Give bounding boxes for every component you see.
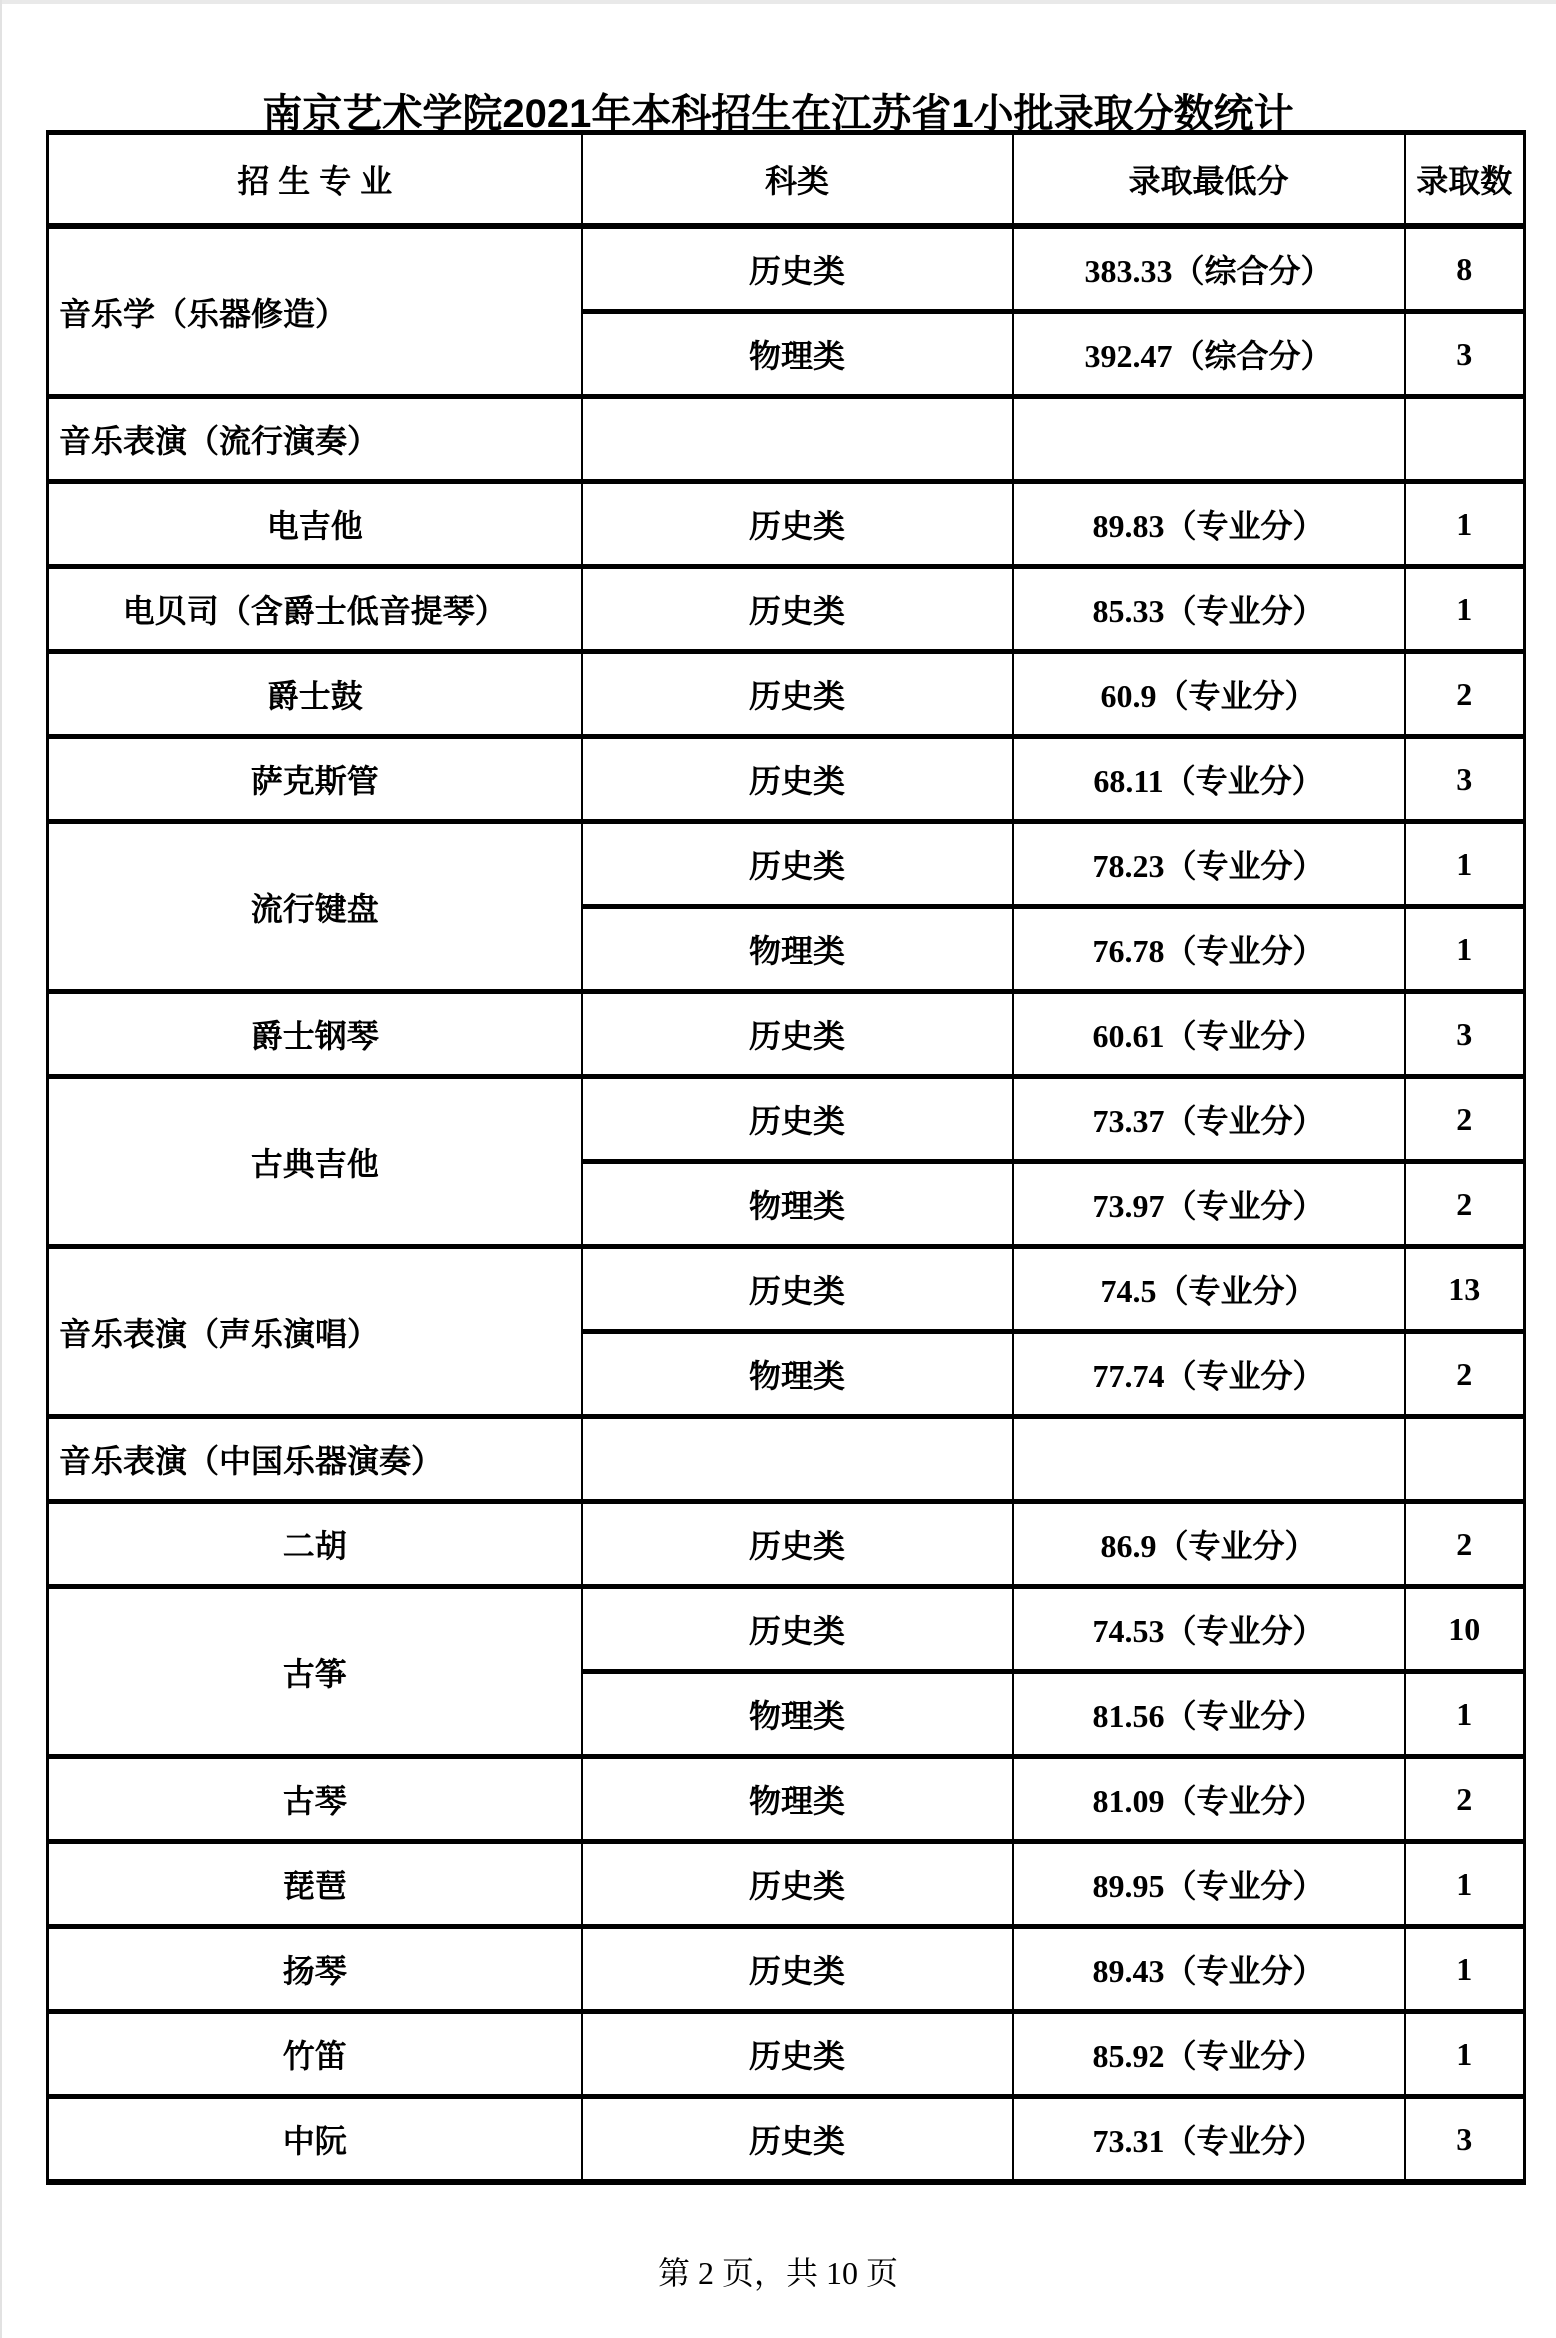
scan-artifact-left-edge xyxy=(0,0,2,2338)
count-cell: 1 xyxy=(1405,1672,1525,1757)
admission-score-table xyxy=(46,130,1526,2185)
score-cell: 81.56（专业分） xyxy=(1013,1672,1405,1757)
count-cell: 2 xyxy=(1405,652,1525,737)
category-cell: 物理类 xyxy=(582,1672,1013,1757)
major-cell: 流行键盘 xyxy=(48,822,582,992)
count-cell: 1 xyxy=(1405,1842,1525,1927)
score-cell: 73.37（专业分） xyxy=(1013,1077,1405,1162)
score-cell: 392.47（综合分） xyxy=(1013,312,1405,397)
category-cell: 历史类 xyxy=(582,1927,1013,2012)
score-cell: 85.33（专业分） xyxy=(1013,567,1405,652)
count-cell: 1 xyxy=(1405,2012,1525,2097)
category-cell: 历史类 xyxy=(582,822,1013,907)
score-cell: 81.09（专业分） xyxy=(1013,1757,1405,1842)
header-major: 招 生 专 业 xyxy=(48,133,582,227)
category-cell: 历史类 xyxy=(582,1077,1013,1162)
table-row xyxy=(48,1757,1525,1842)
table-header-row xyxy=(48,133,1525,227)
table-row xyxy=(48,992,1525,1077)
major-cell: 音乐表演（声乐演唱） xyxy=(48,1247,582,1417)
category-cell: 物理类 xyxy=(582,1332,1013,1417)
table-row xyxy=(48,737,1525,822)
score-cell: 73.31（专业分） xyxy=(1013,2097,1405,2183)
table-row xyxy=(48,567,1525,652)
category-cell: 物理类 xyxy=(582,1757,1013,1842)
score-cell: 74.53（专业分） xyxy=(1013,1587,1405,1672)
category-cell: 历史类 xyxy=(582,1842,1013,1927)
table-row xyxy=(48,1417,1525,1502)
score-cell: 89.43（专业分） xyxy=(1013,1927,1405,2012)
category-cell: 历史类 xyxy=(582,2012,1013,2097)
table-row xyxy=(48,652,1525,737)
page-title: 南京艺术学院2021年本科招生在江苏省1小批录取分数统计 xyxy=(262,91,1294,136)
count-cell: 2 xyxy=(1405,1077,1525,1162)
page-footer: 第 2 页，共 10 页 xyxy=(657,2255,898,2291)
category-cell: 历史类 xyxy=(582,1502,1013,1587)
table-row xyxy=(48,1502,1525,1587)
score-cell: 77.74（专业分） xyxy=(1013,1332,1405,1417)
count-cell: 3 xyxy=(1405,2097,1525,2183)
header-category: 科类 xyxy=(582,133,1013,227)
count-cell: 13 xyxy=(1405,1247,1525,1332)
score-cell: 89.95（专业分） xyxy=(1013,1842,1405,1927)
score-cell: 73.97（专业分） xyxy=(1013,1162,1405,1247)
score-cell: 85.92（专业分） xyxy=(1013,2012,1405,2097)
count-cell: 3 xyxy=(1405,312,1525,397)
category-cell: 历史类 xyxy=(582,652,1013,737)
major-cell: 音乐表演（流行演奏） xyxy=(48,397,582,482)
count-cell: 10 xyxy=(1405,1587,1525,1672)
table-row xyxy=(48,2012,1525,2097)
table-row xyxy=(48,226,1525,312)
count-cell: 3 xyxy=(1405,737,1525,822)
table-row xyxy=(48,1927,1525,2012)
count-cell xyxy=(1405,397,1525,482)
score-cell xyxy=(1013,397,1405,482)
score-cell xyxy=(1013,1417,1405,1502)
category-cell: 物理类 xyxy=(582,1162,1013,1247)
major-cell: 扬琴 xyxy=(48,1927,582,2012)
table-row xyxy=(48,2097,1525,2183)
category-cell: 历史类 xyxy=(582,226,1013,312)
major-cell: 古筝 xyxy=(48,1587,582,1757)
scan-artifact-top-edge xyxy=(0,0,1556,4)
score-cell: 74.5（专业分） xyxy=(1013,1247,1405,1332)
count-cell: 2 xyxy=(1405,1502,1525,1587)
major-cell: 爵士钢琴 xyxy=(48,992,582,1077)
major-cell: 琵琶 xyxy=(48,1842,582,1927)
count-cell: 8 xyxy=(1405,226,1525,312)
category-cell: 历史类 xyxy=(582,992,1013,1077)
major-cell: 萨克斯管 xyxy=(48,737,582,822)
count-cell: 2 xyxy=(1405,1757,1525,1842)
count-cell: 1 xyxy=(1405,822,1525,907)
count-cell: 2 xyxy=(1405,1162,1525,1247)
score-cell: 76.78（专业分） xyxy=(1013,907,1405,992)
count-cell: 1 xyxy=(1405,907,1525,992)
category-cell: 物理类 xyxy=(582,907,1013,992)
category-cell xyxy=(582,397,1013,482)
header-min-score: 录取最低分 xyxy=(1013,133,1405,227)
major-cell: 电吉他 xyxy=(48,482,582,567)
table-row xyxy=(48,1077,1525,1162)
category-cell: 历史类 xyxy=(582,482,1013,567)
count-cell: 1 xyxy=(1405,1927,1525,2012)
table-row xyxy=(48,397,1525,482)
score-cell: 86.9（专业分） xyxy=(1013,1502,1405,1587)
header-count: 录取数 xyxy=(1405,133,1525,227)
major-cell: 音乐学（乐器修造） xyxy=(48,226,582,397)
major-cell: 爵士鼓 xyxy=(48,652,582,737)
count-cell: 3 xyxy=(1405,992,1525,1077)
table-row xyxy=(48,1587,1525,1672)
count-cell: 2 xyxy=(1405,1332,1525,1417)
table-row xyxy=(48,1247,1525,1332)
score-cell: 383.33（综合分） xyxy=(1013,226,1405,312)
major-cell: 古琴 xyxy=(48,1757,582,1842)
score-cell: 68.11（专业分） xyxy=(1013,737,1405,822)
score-cell: 78.23（专业分） xyxy=(1013,822,1405,907)
count-cell: 1 xyxy=(1405,482,1525,567)
major-cell: 电贝司（含爵士低音提琴） xyxy=(48,567,582,652)
table-row xyxy=(48,482,1525,567)
major-cell: 中阮 xyxy=(48,2097,582,2183)
score-cell: 60.61（专业分） xyxy=(1013,992,1405,1077)
category-cell: 历史类 xyxy=(582,2097,1013,2183)
table-row xyxy=(48,822,1525,907)
category-cell xyxy=(582,1417,1013,1502)
table-row xyxy=(48,1842,1525,1927)
major-cell: 音乐表演（中国乐器演奏） xyxy=(48,1417,582,1502)
count-cell: 1 xyxy=(1405,567,1525,652)
major-cell: 古典吉他 xyxy=(48,1077,582,1247)
score-cell: 89.83（专业分） xyxy=(1013,482,1405,567)
score-cell: 60.9（专业分） xyxy=(1013,652,1405,737)
category-cell: 历史类 xyxy=(582,1247,1013,1332)
category-cell: 历史类 xyxy=(582,567,1013,652)
major-cell: 竹笛 xyxy=(48,2012,582,2097)
category-cell: 历史类 xyxy=(582,737,1013,822)
count-cell xyxy=(1405,1417,1525,1502)
major-cell: 二胡 xyxy=(48,1502,582,1587)
category-cell: 物理类 xyxy=(582,312,1013,397)
category-cell: 历史类 xyxy=(582,1587,1013,1672)
